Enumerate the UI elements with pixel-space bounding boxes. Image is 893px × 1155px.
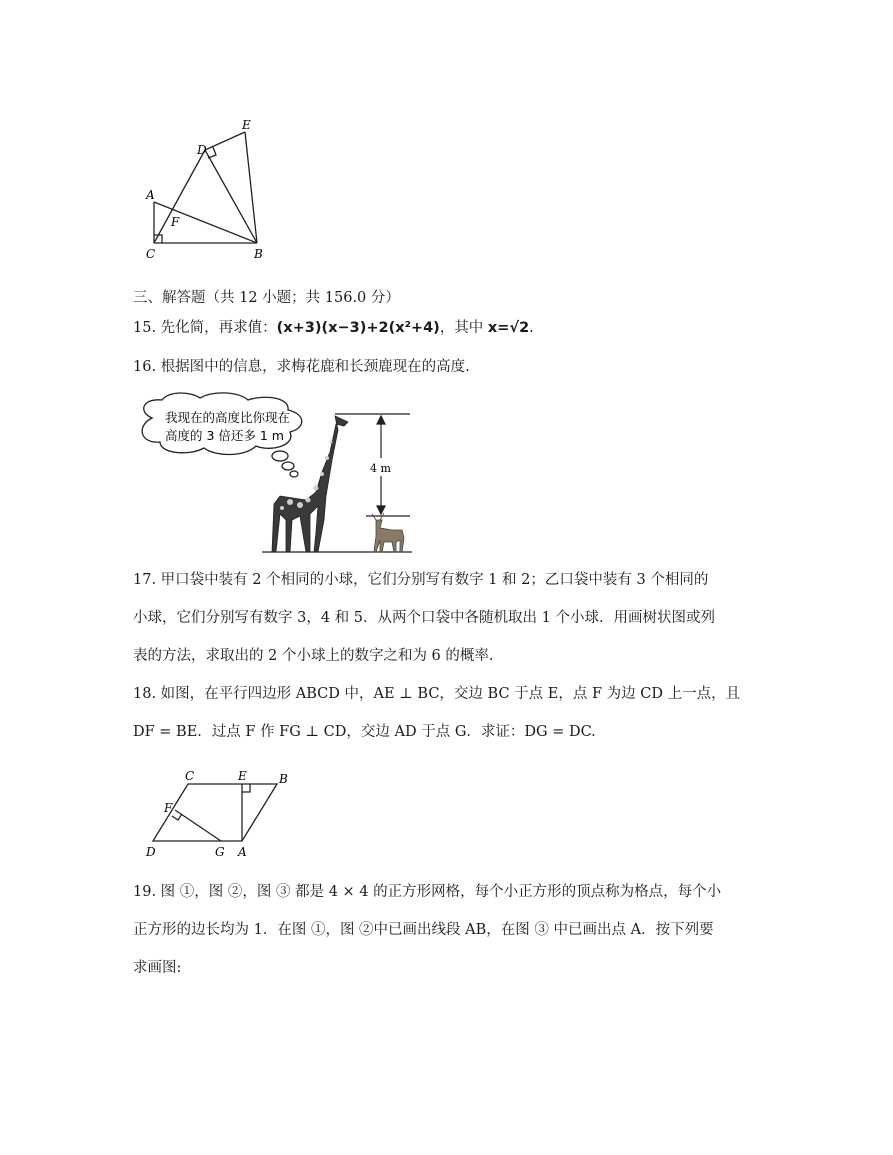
dimension-label: 4 m — [370, 462, 391, 475]
label-F: F — [171, 215, 180, 229]
parallelogram-figure — [135, 766, 295, 866]
bubble-line-2: 高度的 3 倍还多 1 m — [165, 428, 284, 443]
question-19-line-1: 19. 图 ①，图 ②，图 ③ 都是 4 × 4 的正方形网格，每个小正方形的顶点称为格点，每个小 — [133, 884, 722, 900]
label-D: D — [197, 143, 207, 157]
label-B: B — [279, 772, 288, 786]
section-header: 三、解答题（共 12 小题；共 156.0 分） — [133, 290, 400, 306]
deer-illustration — [372, 513, 404, 552]
label-C: C — [146, 247, 156, 261]
q15-condition: x=√2 — [487, 320, 530, 336]
label-F: F — [164, 801, 173, 815]
question-18-line-1: 18. 如图，在平行四边形 ABCD 中，AE ⊥ BC，交边 BC 于点 E，点 F 为边 CD 上一点，且 — [133, 686, 741, 702]
question-18-line-2: DF = BE．过点 F 作 FG ⊥ CD，交边 AD 于点 G．求证：DG = DC. — [133, 724, 596, 740]
label-A: A — [238, 845, 247, 859]
q15-expression: (x+3)(x−3)+2(x²+4) — [276, 320, 440, 336]
question-17-line-1: 17. 甲口袋中装有 2 个相同的小球，它们分别写有数字 1 和 2；乙口袋中装有 3 个相同的 — [133, 572, 709, 588]
q15-mid: ，其中 — [439, 320, 488, 336]
label-C: C — [185, 769, 195, 783]
question-17-line-2: 小球，它们分别写有数字 3，4 和 5．从两个口袋中各随机取出 1 个小球．用画树状图或列 — [133, 610, 715, 626]
question-19-line-2: 正方形的边长均为 1．在图 ①，图 ②中已画出线段 AB，在图 ③ 中已画出点 A．按下列要 — [133, 922, 714, 938]
label-A: A — [146, 188, 155, 202]
question-15 — [133, 316, 534, 337]
giraffe-deer-figure — [130, 392, 420, 562]
q15-suffix: . — [529, 320, 534, 336]
label-G: G — [215, 845, 225, 859]
question-16: 16. 根据图中的信息，求梅花鹿和长颈鹿现在的高度. — [133, 359, 470, 375]
label-B: B — [254, 247, 263, 261]
bubble-line-1: 我现在的高度比你现在 — [165, 410, 291, 425]
label-D: D — [146, 845, 156, 859]
label-E: E — [238, 769, 247, 783]
triangle-figure — [130, 110, 290, 270]
q15-prefix: 15. 先化简，再求值： — [133, 320, 277, 336]
question-17-line-3: 表的方法，求取出的 2 个小球上的数字之和为 6 的概率. — [133, 648, 494, 664]
label-E: E — [242, 118, 251, 132]
question-19-line-3: 求画图: — [133, 960, 182, 976]
